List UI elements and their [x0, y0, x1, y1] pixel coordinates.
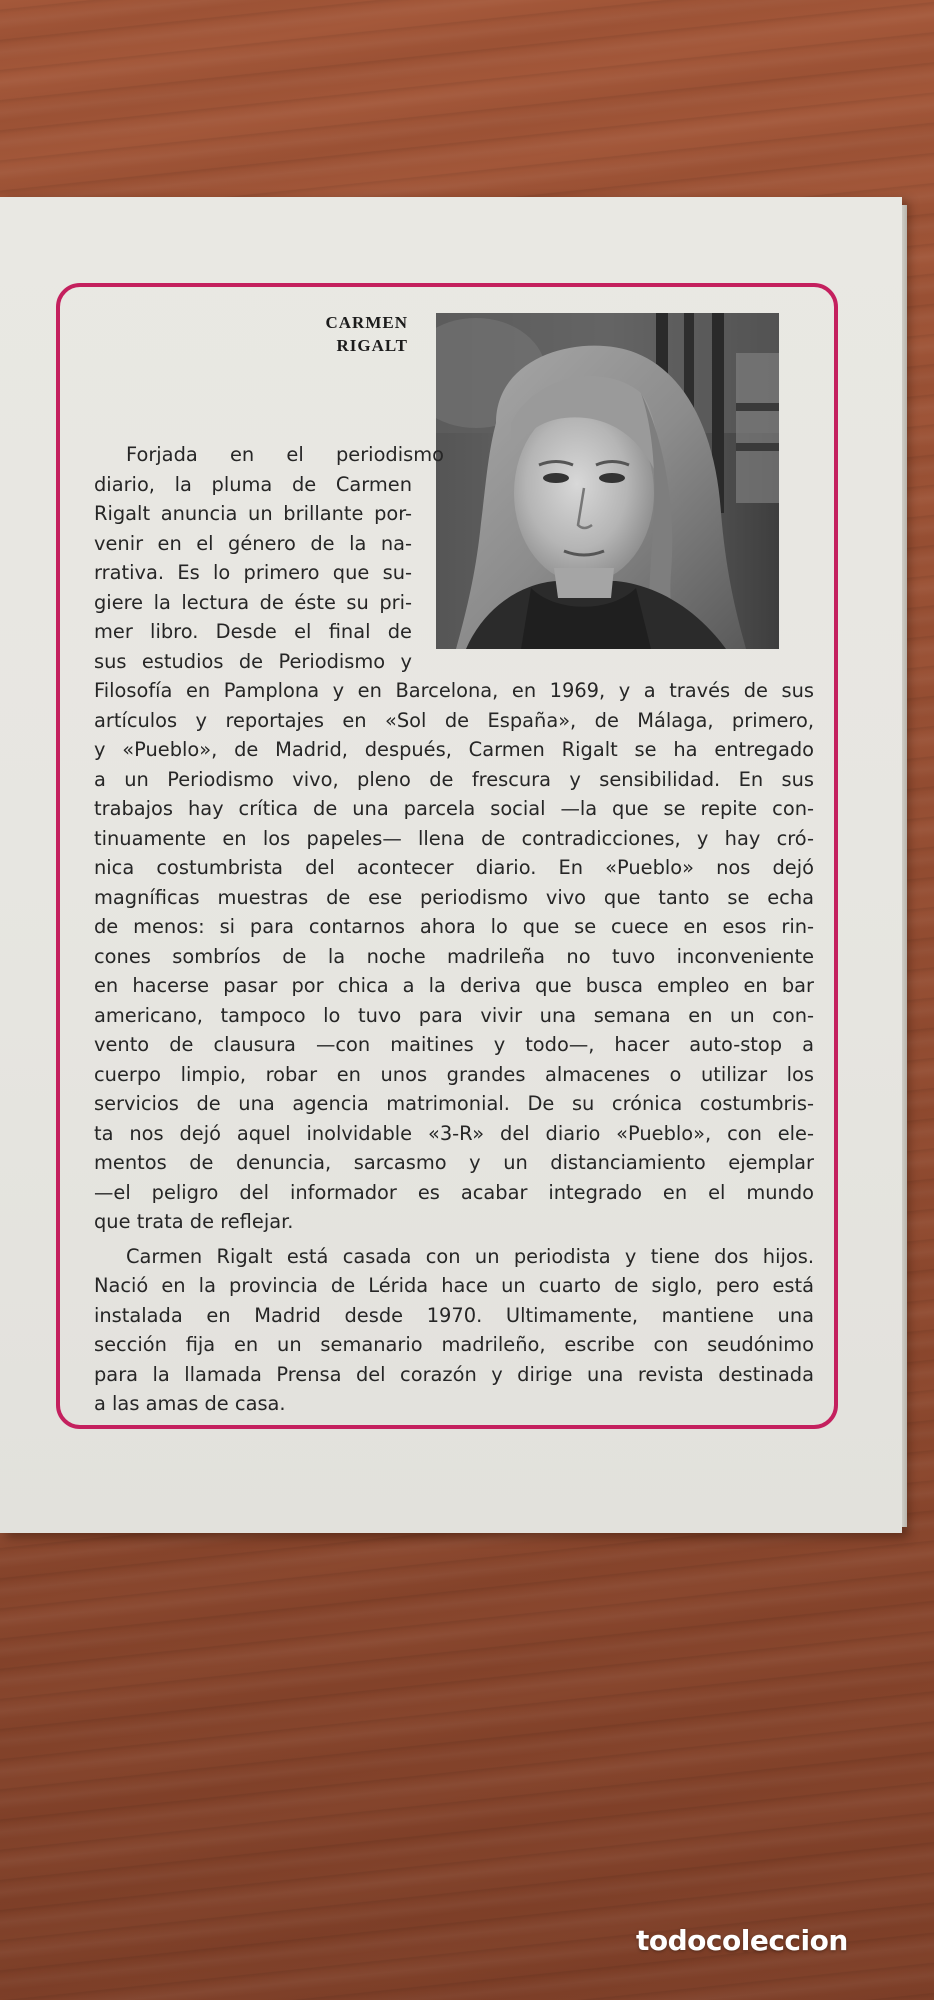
- bio-line: instalada en Madrid desde 1970. Ultimamente, mantiene una: [94, 1303, 814, 1327]
- bio-line: cones sombríos de la noche madrileña no tuvo inconveniente: [94, 944, 814, 968]
- bio-line: que trata de reflejar.: [94, 1210, 294, 1233]
- bio-line: Forjada en el periodismo: [126, 443, 444, 466]
- bio-line: sección fija en un semanario madrileño, escribe con seudónimo: [94, 1333, 814, 1356]
- bio-line: a las amas de casa.: [94, 1392, 286, 1415]
- bio-line: artículos y reportajes en «Sol de España», de Málaga, primero,: [94, 708, 814, 732]
- author-biography: [94, 440, 814, 1419]
- bio-line: vento de clausura —con maitines y todo—, hacer auto-stop a: [94, 1033, 814, 1056]
- bio-line: giere la lectura de éste su pri-: [94, 590, 412, 614]
- author-last-name: RIGALT: [336, 336, 408, 355]
- bio-line: ta nos dejó aquel inolvidable «3-R» del diario «Pueblo», con ele-: [94, 1121, 814, 1145]
- bio-line: mentos de denuncia, sarcasmo y un distanciamiento ejemplar: [94, 1151, 814, 1174]
- bio-line: sus estudios de Periodismo y: [94, 649, 412, 673]
- site-watermark: todocoleccion: [636, 1924, 848, 1957]
- bio-line: venir en el género de la na-: [94, 531, 412, 555]
- bio-line: diario, la pluma de Carmen: [94, 472, 412, 496]
- bio-line: y «Pueblo», de Madrid, después, Carmen Rigalt se ha entregado: [94, 738, 814, 761]
- bio-paragraph-2: [94, 1242, 814, 1419]
- bio-line: rrativa. Es lo primero que su-: [94, 561, 412, 584]
- bio-line: trabajos hay crítica de una parcela social —la que se repite con-: [94, 797, 814, 820]
- bio-line: Filosofía en Pamplona y en Barcelona, en 1969, y a través de sus: [94, 679, 814, 702]
- bio-line: servicios de una agencia matrimonial. De su crónica costumbris-: [94, 1092, 814, 1115]
- bio-line: a un Periodismo vivo, pleno de frescura y sensibilidad. En sus: [94, 767, 814, 791]
- bio-line: nica costumbrista del acontecer diario. En «Pueblo» nos dejó: [94, 856, 814, 879]
- author-first-name: CARMEN: [325, 313, 408, 332]
- bio-line: cuerpo limpio, robar en unos grandes almacenes o utilizar los: [94, 1062, 814, 1086]
- bio-line: Rigalt anuncia un brillante por-: [94, 502, 412, 525]
- bio-line: americano, tampoco lo tuvo para vivir una semana en un con-: [94, 1003, 814, 1027]
- bio-paragraph-1: [94, 440, 814, 1237]
- author-name: [250, 311, 408, 357]
- bio-line: tinuamente en los papeles— llena de contradicciones, y hay cró-: [94, 826, 814, 850]
- bio-line: para la llamada Prensa del corazón y dirige una revista destinada: [94, 1362, 814, 1386]
- bio-line: de menos: si para contarnos ahora lo que se cuece en esos rin-: [94, 915, 814, 938]
- bio-line: mer libro. Desde el final de: [94, 620, 412, 643]
- bio-line: magníficas muestras de ese periodismo vivo que tanto se echa: [94, 885, 814, 909]
- bio-line: Nació en la provincia de Lérida hace un cuarto de siglo, pero está: [94, 1274, 814, 1297]
- book-page-edge: [902, 205, 907, 1527]
- bio-line: en hacerse pasar por chica a la deriva que busca empleo en bar: [94, 974, 814, 997]
- bio-line: —el peligro del informador es acabar integrado en el mundo: [94, 1180, 814, 1204]
- bio-line: Carmen Rigalt está casada con un periodista y tiene dos hijos.: [126, 1244, 814, 1268]
